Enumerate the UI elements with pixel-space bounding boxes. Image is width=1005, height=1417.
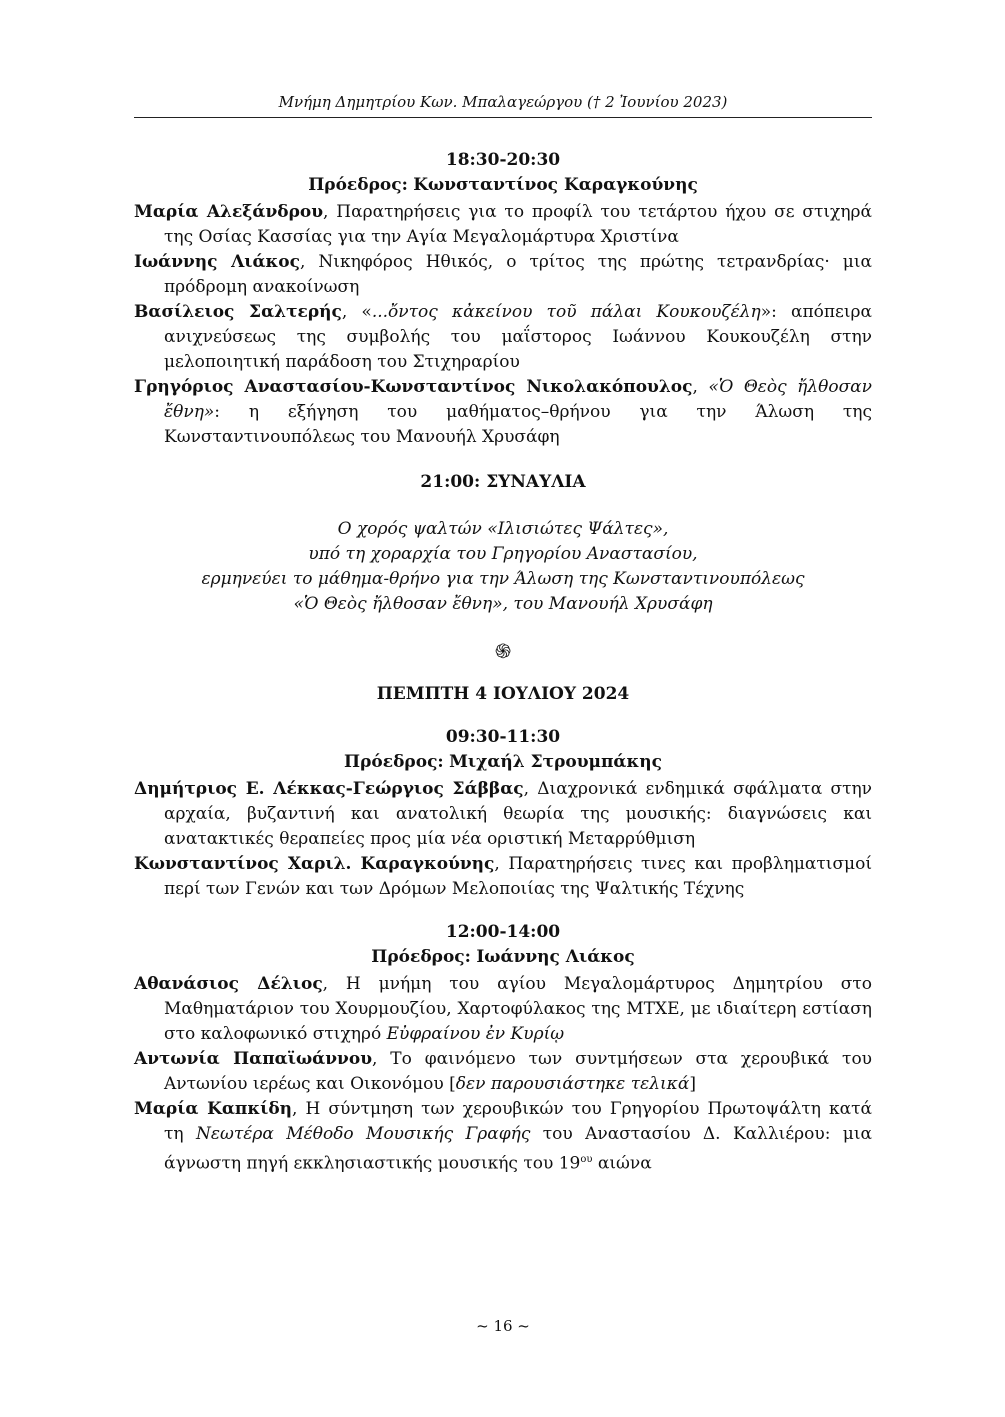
concert-description: Ο χορός ψαλτών «Ιλισιώτες Ψάλτες», υπό τη χοραρχία του Γρηγορίου Αναστασίου, ερμηνεύει το μάθημα-θρήνο για την Άλωση της Κωνσταντινουπόλεως «Ὁ Θεὸς ἤλθοσαν ἔθνη», του Μανουήλ Χρυσάφη: [201, 519, 805, 614]
paper-entry: Βασίλειος Σαλτερής, «...ὄντος κἀκείνου τοῦ πάλαι Κουκουζέλη»: απόπειρα ανιχνεύσεως της συμβολής του μαΐστορος Ιωάννου Κουκουζέλη στην μελοποιητική παράδοση του Στιχηραρίου: [134, 302, 872, 372]
author-name: Μαρία Καπκίδη: [134, 1099, 293, 1119]
paper-entry: Ιωάννης Λιάκος, Νικηφόρος Ηθικός, ο τρίτος της πρώτης τετρανδρίας· μια πρόδρομη ανακοίνωση: [134, 252, 872, 297]
session-chair: Πρόεδρος: Μιχαήλ Στρουμπάκης: [344, 752, 662, 772]
session-chair: Πρόεδρος: Ιωάννης Λιάκος: [371, 947, 635, 967]
day-title: ΠΕΜΠΤΗ 4 ΙΟΥΛΙΟΥ 2024: [376, 684, 630, 704]
ornament-icon: ֍: [494, 639, 512, 663]
author-name: Ιωάννης Λιάκος: [134, 252, 300, 272]
author-name: Κωνσταντίνος Χαριλ. Καραγκούνης: [134, 854, 495, 874]
concert-title: 21:00: ΣΥΝΑΥΛΙΑ: [420, 472, 586, 492]
author-name: Αντωνία Παπαϊωάννου: [134, 1049, 372, 1069]
author-name: Βασίλειος Σαλτερής: [134, 302, 342, 322]
author-name: Δημήτριος Ε. Λέκκας-Γεώργιος Σάββας: [134, 779, 524, 799]
author-name: Αθανάσιος Δέλιος: [134, 974, 323, 994]
page-content: [134, 148, 872, 1177]
author-name: Μαρία Αλεξάνδρου: [134, 202, 324, 222]
paper-entry: Αντωνία Παπαϊωάννου, Το φαινόμενο των συντμήσεων στα χερουβικά του Αντωνίου ιερέως και Οικονόμου [δεν παρουσιάστηκε τελικά]: [134, 1049, 873, 1094]
header-rule: [134, 117, 872, 118]
author-name: Γρηγόριος Αναστασίου-Κωνσταντίνος Νικολακόπουλος: [134, 377, 693, 397]
session-time: 09:30-11:30: [445, 727, 561, 747]
paper-entry: Αθανάσιος Δέλιος, Η μνήμη του αγίου Μεγαλομάρτυρος Δημητρίου στο Μαθηματάριον του Χουρμουζίου, Χαρτοφύλακος της ΜΤΧΕ, με ιδιαίτερη εστίαση στο καλοφωνικό στιχηρό Εὐφραίνου ἐν Κυρίῳ: [134, 974, 872, 1044]
running-header: Μνήμη Δημητρίου Κων. Μπαλαγεώργου († 2 Ἰουνίου 2023): [278, 93, 728, 111]
paper-entry: Δημήτριος Ε. Λέκκας-Γεώργιος Σάββας, Διαχρονικά ενδημικά σφάλματα στην αρχαία, βυζαντινή και ανατολική θεωρία της μουσικής: διαγνώσεις και ανατακτικές θεραπείες προς μία νέα οριστική Μεταρρύθμιση: [134, 779, 872, 849]
page-number: ~ 16 ~: [476, 1317, 530, 1335]
paper-entry: Μαρία Καπκίδη, Η σύντμηση των χερουβικών του Γρηγορίου Πρωτοψάλτη κατά τη Νεωτέρα Μέθοδο Μουσικής Γραφής του Αναστασίου Δ. Καλλιέρου: μια άγνωστη πηγή εκκλησιαστικής μουσικής του $19^{o\upsilon}$ αιώνα: [134, 1099, 872, 1174]
paper-entry: Κωνσταντίνος Χαριλ. Καραγκούνης, Παρατηρήσεις τινες και προβληματισμοί περί των Γενών και των Δρόμων Μελοποιίας της Ψαλτικής Τέχνης: [134, 854, 872, 899]
paper-entry: Γρηγόριος Αναστασίου-Κωνσταντίνος Νικολακόπουλος, «Ὁ Θεὸς ἤλθοσαν ἔθνη»: η εξήγηση του μαθήματος–θρήνου για την Άλωση της Κωνσταντινουπόλεως του Μανουήλ Χρυσάφη: [134, 377, 872, 447]
session-chair: Πρόεδρος: Κωνσταντίνος Καραγκούνης: [308, 175, 698, 195]
session-time: 12:00-14:00: [445, 922, 561, 942]
session-time: 18:30-20:30: [445, 150, 561, 170]
paper-entry: Μαρία Αλεξάνδρου, Παρατηρήσεις για το προφίλ του τετάρτου ήχου σε στιχηρά της Οσίας Κασσίας για την Αγία Μεγαλομάρτυρα Χριστίνα: [134, 202, 872, 247]
